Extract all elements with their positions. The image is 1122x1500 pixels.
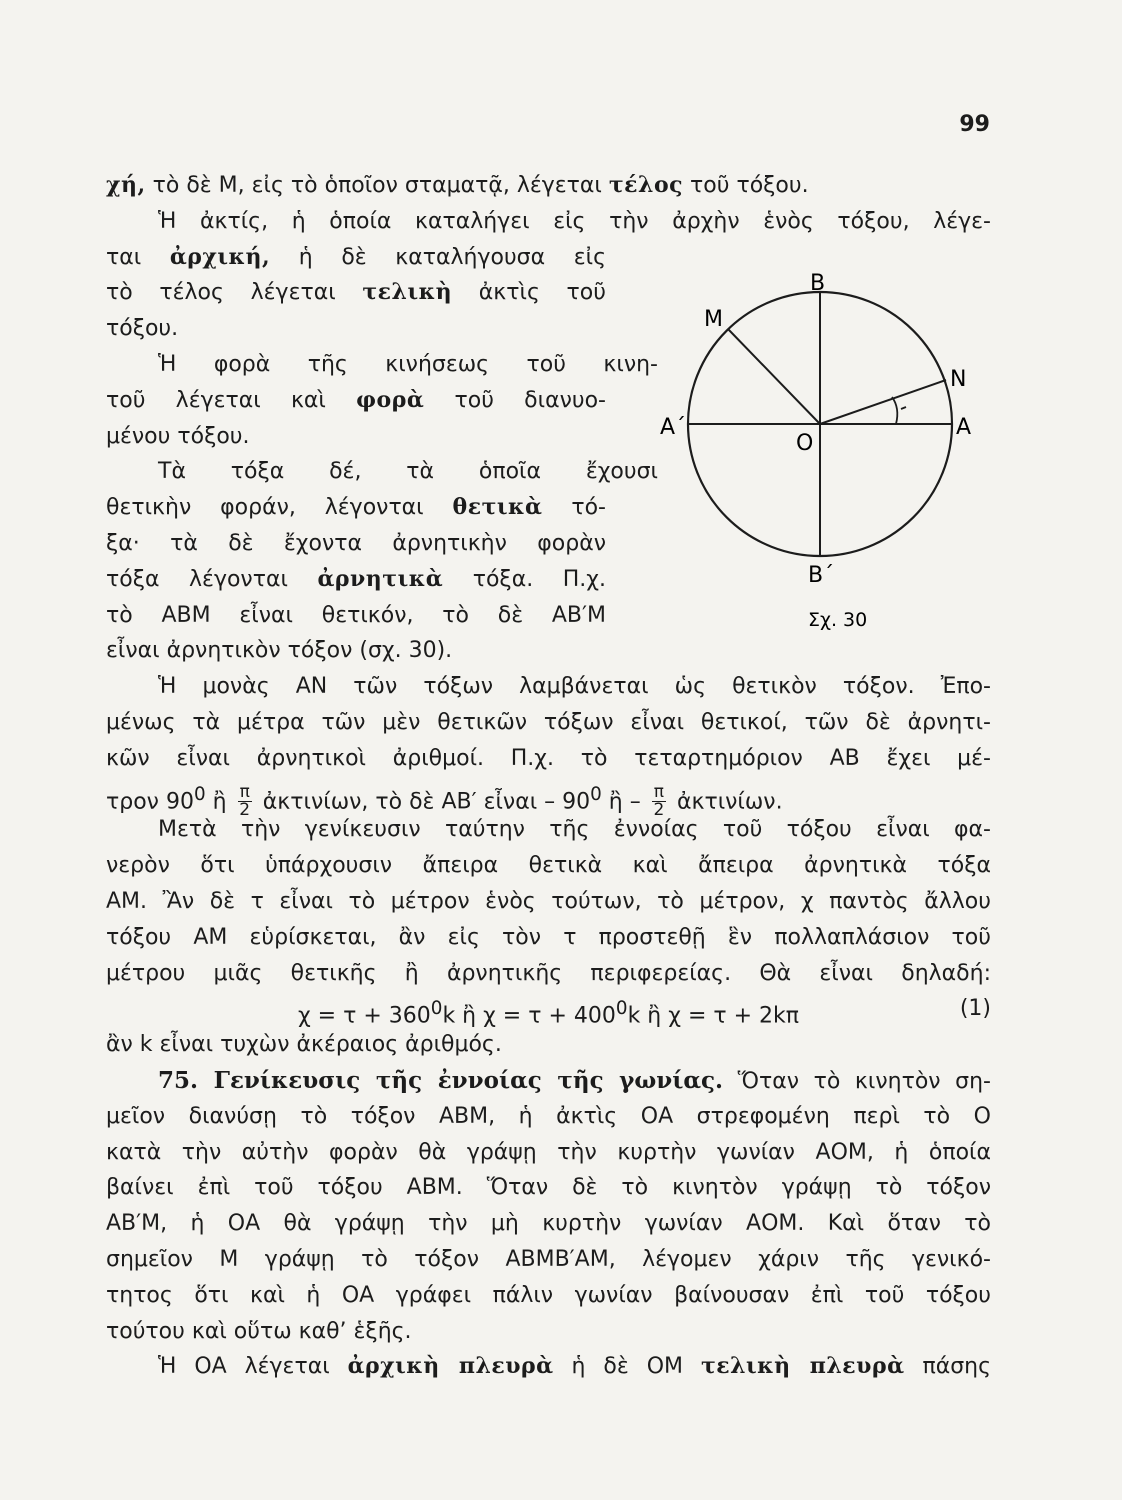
bold-term: ἀρνητικὰ (317, 565, 444, 592)
text-line (106, 168, 991, 204)
label-b: B (810, 271, 826, 296)
text-line (106, 1206, 991, 1242)
bold-term: ἀρχικὴ πλευρὰ (347, 1353, 554, 1380)
text-run: ἡ δὲ καταλήγουσα εἰς (270, 244, 606, 270)
text-run: κῶν εἶναι ἀρνητικοὶ ἀριθμοί. Π.χ. τὸ τεταρτημόριον ΑΒ ἔχει μέ- (106, 745, 991, 771)
text-run: τρον 90 (106, 788, 194, 814)
degree-superscript: 0 (193, 783, 206, 805)
text-run: μένως τὰ μέτρα τῶν μὲν θετικῶν τόξων εἶναι θετικοί, τῶν δὲ ἀρνητι- (106, 709, 991, 735)
text-run: ἀκτινίων, τὸ δὲ ΑΒ′ εἶναι – 90 (255, 788, 591, 814)
text-line (106, 991, 991, 1027)
text-run: ἀκτὶς τοῦ (452, 280, 606, 306)
text-line (106, 669, 991, 705)
text-line (106, 275, 606, 311)
bold-term: ἀρχική, (169, 243, 271, 270)
text-line (106, 812, 991, 848)
text-line (106, 920, 991, 956)
text-run: τητος ὅτι καὶ ἡ ΟΑ γράφει πάλιν γωνίαν βαίνουσαν ἐπὶ τοῦ τόξου (106, 1282, 991, 1308)
text-run: Μετὰ τὴν γενίκευσιν ταύτην τῆς ἐννοίας τοῦ τόξου εἶναι φα- (158, 817, 991, 843)
text-line (106, 598, 606, 634)
fraction: $\frac{\pi}{2}$ (239, 782, 251, 821)
text-line (106, 562, 606, 598)
radius-om (728, 329, 820, 424)
figure-caption: Σχ. 30 (808, 609, 868, 631)
text-run: βαίνει ἐπὶ τοῦ τόξου ΑΒΜ. Ὅταν δὲ τὸ κινητὸν γράψῃ τὸ τόξον (106, 1175, 991, 1201)
degree-superscript: 0 (590, 783, 602, 805)
text-line (106, 848, 991, 884)
text-run: Ἡ ΟΑ λέγεται (158, 1354, 348, 1380)
text-run: κατὰ τὴν αὐτὴν φορὰν θὰ γράψῃ τὴν κυρτὴν γωνίαν ΑΟΜ, ἡ ὁποία (106, 1139, 991, 1165)
text-line (106, 419, 606, 455)
bold-term: τέλος (608, 172, 684, 198)
text-run: Ἡ φορὰ τῆς κινήσεως τοῦ κινη- (158, 351, 658, 377)
text-line (106, 1135, 991, 1171)
text-line (106, 204, 991, 240)
text-run: Ἡ μονὰς ΑΝ τῶν τόξων λαμβάνεται ὡς θετικὸν τόξον. Ἐπο- (158, 674, 991, 700)
bold-term: χή, (106, 172, 146, 198)
text-run: Ὅταν τὸ κινητὸν ση- (723, 1068, 991, 1094)
text-run: τοῦ λέγεται καὶ (106, 387, 357, 413)
text-line (106, 347, 658, 383)
text-run: ξα· τὰ δὲ ἔχοντα ἀρνητικὴν φορὰν (106, 530, 606, 556)
text-run: ἀκτινίων. (669, 788, 783, 814)
label-a-prime: A΄ (660, 415, 687, 440)
radius-on (820, 380, 946, 424)
arrow-mark (901, 407, 906, 409)
text-line (106, 526, 606, 562)
bold-term: τελικὴ (362, 279, 453, 306)
text-line (106, 1242, 991, 1278)
text-run: νερὸν ὅτι ὑπάρχουσιν ἄπειρα θετικὰ καὶ ἄπειρα ἀρνητικὰ τόξα (106, 853, 991, 879)
text-line (106, 956, 991, 992)
text-run: μένου τόξου. (106, 423, 250, 449)
text-run: θετικὴν φοράν, λέγονται (106, 495, 453, 521)
bold-term: θετικὰ (452, 494, 543, 521)
text-line (106, 383, 606, 419)
text-run: k ἢ χ = τ + 400 (442, 1003, 616, 1029)
text-run: τούτου καὶ οὕτω καθ’ ἑξῆς. (106, 1318, 412, 1344)
text-run: τόξου. (106, 316, 179, 342)
circle-diagram (630, 256, 990, 636)
text-run: πάσης (904, 1354, 991, 1380)
text-line (106, 1027, 991, 1063)
label-m: M (704, 307, 723, 332)
text-run: εἶναι ἀρνητικὸν τόξον (σχ. 30). (106, 638, 453, 664)
text-run: μεῖον διανύσῃ τὸ τόξον ΑΒΜ, ἡ ἀκτὶς ΟΑ στρεφομένη περὶ τὸ Ο (106, 1103, 991, 1129)
text-run: τόξα λέγονται (106, 566, 318, 592)
angle-arc (892, 397, 897, 424)
text-run: k ἢ χ = τ + 2kπ (627, 1003, 800, 1029)
degree-superscript: 0 (430, 998, 443, 1020)
text-run: ΑΒ′Μ, ἡ ΟΑ θὰ γράψῃ τὴν μὴ κυρτὴν γωνίαν ΑΟΜ. Καὶ ὅταν τὸ (106, 1211, 991, 1237)
text-line (106, 1349, 991, 1385)
text-line (106, 741, 991, 777)
bold-term: τελικὴ πλευρὰ (700, 1353, 905, 1380)
degree-superscript: 0 (615, 998, 628, 1020)
text-line (106, 1170, 991, 1206)
text-run: τὸ τέλος λέγεται (106, 280, 363, 306)
text-run: τόξου ΑΜ εὑρίσκεται, ἂν εἰς τὸν τ προστεθῇ ἓν πολλαπλάσιον τοῦ (106, 924, 991, 950)
text-run: τοῦ τόξου. (683, 173, 809, 198)
text-run: σημεῖον Μ γράψῃ τὸ τόξον ΑΒΜΒ′ΑΜ, λέγομεν χάριν τῆς γενικό- (106, 1246, 991, 1272)
text-line (106, 1099, 991, 1135)
label-b-prime: B΄ (808, 563, 835, 588)
text-line (106, 1278, 991, 1314)
text-line (106, 454, 658, 490)
label-a: A (956, 415, 972, 440)
text-run: ται (106, 244, 170, 270)
text-run: μέτρου μιᾶς θετικῆς ἢ ἀρνητικῆς περιφερείας. Θὰ εἶναι δηλαδή: (106, 960, 991, 986)
text-run: Ἡ ἀκτίς, ἡ ὁποία καταλήγει εἰς τὴν ἀρχὴν ἑνὸς τόξου, λέγε- (158, 208, 991, 234)
text-run: τὸ δὲ Μ, εἰς τὸ ὁποῖον σταματᾷ, λέγεται (145, 173, 609, 198)
text-run: τόξα. Π.χ. (443, 566, 606, 592)
label-o: O (796, 431, 814, 456)
text-run: χ = τ + 360 (297, 1003, 431, 1029)
text-line (106, 884, 991, 920)
text-run: ἢ – (601, 788, 648, 814)
text-run: τοῦ διανυο- (424, 387, 607, 413)
equation-number: (1) (959, 996, 991, 1022)
text-run: τό- (542, 495, 606, 521)
text-run: Τὰ τόξα δέ, τὰ ὁποῖα ἔχουσι (158, 459, 658, 485)
text-line (106, 1314, 991, 1350)
text-run: ἂν k εἶναι τυχὼν ἀκέραιος ἀριθμός. (106, 1032, 502, 1058)
text-line (106, 633, 606, 669)
text-line (106, 1063, 991, 1099)
text-run: ἢ (205, 788, 234, 814)
figure-30 (630, 256, 990, 636)
text-line (106, 490, 606, 526)
page-number: 99 (959, 112, 990, 137)
label-n: N (950, 367, 967, 392)
section-heading: 75. Γενίκευσις τῆς ἐννοίας τῆς γωνίας. (158, 1066, 724, 1094)
text-line (106, 705, 991, 741)
text-line (106, 311, 606, 347)
text-line (106, 240, 606, 276)
text-line (106, 777, 991, 821)
text-run: ἡ δὲ ΟΜ (553, 1354, 701, 1380)
text-run: ΑΜ. Ἂν δὲ τ εἶναι τὸ μέτρον ἑνὸς τούτων, τὸ μέτρον, χ παντὸς ἄλλου (106, 888, 991, 914)
bold-term: φορὰ (356, 386, 425, 413)
fraction: $\frac{\pi}{2}$ (653, 782, 665, 821)
text-run: τὸ ΑΒΜ εἶναι θετικόν, τὸ δὲ ΑΒ′Μ (106, 602, 606, 628)
